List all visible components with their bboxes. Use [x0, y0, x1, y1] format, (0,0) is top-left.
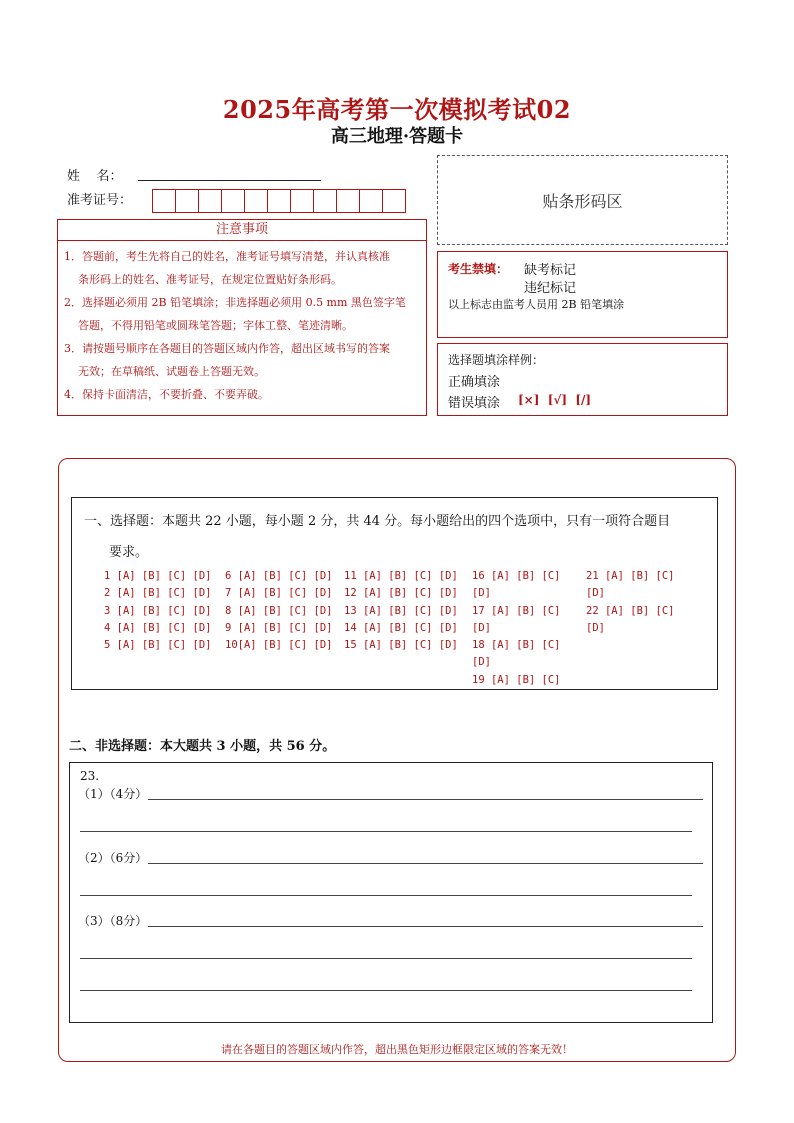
- exam-id-label: 准考证号：: [67, 193, 133, 208]
- correct-fill-label: 正确填涂: [448, 375, 501, 390]
- exam-id-digit-box[interactable]: [382, 189, 406, 213]
- sample-title: 选择题填涂样例：: [448, 353, 545, 367]
- note-line: 条形码上的姓名、准考证号，在规定位置贴好条形码。: [78, 273, 342, 286]
- choice-row[interactable]: 7 [A] [B] [C] [D]: [225, 587, 333, 600]
- barcode-area: [437, 155, 728, 245]
- note-line: 4．保持卡面清洁，不要折叠、不要弄破。: [64, 388, 269, 401]
- answer-line[interactable]: [80, 990, 692, 991]
- absent-mark-label[interactable]: 缺考标记: [524, 263, 577, 278]
- exam-id-digit-box[interactable]: [244, 189, 268, 213]
- choice-row[interactable]: 13 [A] [B] [C] [D]: [344, 604, 458, 617]
- section1-heading: 一、选择题：本题共 22 小题，每小题 2 分，共 44 分。每小题给出的四个选项中，只有一项符合题目: [84, 514, 671, 529]
- exam-id-digit-box[interactable]: [359, 189, 383, 213]
- choice-column-4: [472, 568, 561, 689]
- choice-column-2: [225, 568, 332, 654]
- wrong-fill-marks: [×] [√] [/]: [518, 393, 592, 407]
- name-label: 姓 名：: [67, 169, 123, 184]
- choice-row[interactable]: [D]: [472, 587, 491, 600]
- choice-row[interactable]: 8 [A] [B] [C] [D]: [225, 604, 333, 617]
- wrong-fill-label: 错误填涂: [448, 396, 501, 411]
- exam-id-boxes[interactable]: [152, 189, 405, 213]
- choice-row[interactable]: 19 [A] [B] [C]: [472, 673, 561, 686]
- barcode-label: 贴条形码区: [542, 191, 623, 211]
- notes-panel: [57, 241, 427, 416]
- choice-column-1: [104, 568, 211, 654]
- exam-id-digit-box[interactable]: [267, 189, 291, 213]
- choice-row[interactable]: 18 [A] [B] [C]: [472, 639, 561, 652]
- exam-id-digit-box[interactable]: [290, 189, 314, 213]
- restricted-note: 以上标志由监考人员用 2B 铅笔填涂: [448, 298, 625, 311]
- exam-id-digit-box[interactable]: [336, 189, 360, 213]
- exam-id-digit-box[interactable]: [152, 189, 176, 213]
- note-line: 无效；在草稿纸、试题卷上答题无效。: [78, 365, 265, 378]
- part-2-label: （2）（6分）: [78, 851, 148, 865]
- part-1-label: （1）（4分）: [78, 787, 148, 801]
- choice-row[interactable]: 1 [A] [B] [C] [D]: [104, 570, 212, 582]
- choice-row[interactable]: 3 [A] [B] [C] [D]: [104, 604, 212, 617]
- exam-id-digit-box[interactable]: [221, 189, 245, 213]
- answer-line[interactable]: [80, 895, 692, 896]
- choice-row[interactable]: 16 [A] [B] [C]: [472, 570, 561, 582]
- choice-row[interactable]: 2 [A] [B] [C] [D]: [104, 587, 212, 600]
- choice-row[interactable]: 9 [A] [B] [C] [D]: [225, 621, 333, 634]
- multiple-choice-section: [71, 497, 718, 690]
- exam-id-digit-box[interactable]: [198, 189, 222, 213]
- answer-line[interactable]: [148, 926, 703, 927]
- note-line: 2．选择题必须用 2B 铅笔填涂；非选择题必须用 0.5 mm 黑色签字笔: [64, 296, 406, 309]
- section2-heading: 二、非选择题：本大题共 3 小题，共 56 分。: [69, 739, 336, 754]
- note-line: 答题，不得用铅笔或圆珠笔答题；字体工整、笔迹清晰。: [78, 319, 353, 332]
- name-field[interactable]: [138, 180, 321, 181]
- footer-warning: 请在各题目的答题区域内作答，超出黑色矩形边框限定区域的答案无效！: [221, 1043, 573, 1056]
- choice-row[interactable]: 17 [A] [B] [C]: [472, 604, 561, 617]
- choice-row[interactable]: 12 [A] [B] [C] [D]: [344, 587, 458, 600]
- exam-id-digit-box[interactable]: [175, 189, 199, 213]
- choice-row[interactable]: [D]: [472, 621, 491, 634]
- choice-row[interactable]: [D]: [472, 656, 491, 669]
- violation-mark-label[interactable]: 违纪标记: [524, 281, 577, 296]
- note-line: 3．请按题号顺序在各题目的答题区域内作答，超出区域书写的答案: [64, 342, 390, 355]
- page-title: 2025年高考第一次模拟考试02: [222, 95, 572, 124]
- part-3-label: （3）（8分）: [78, 914, 148, 928]
- examinee-restricted-box: [437, 251, 728, 338]
- choice-row[interactable]: 14 [A] [B] [C] [D]: [344, 621, 458, 634]
- choice-row[interactable]: 6 [A] [B] [C] [D]: [225, 570, 333, 582]
- choice-column-5: [586, 568, 675, 637]
- page-subtitle: 高三地理·答题卡: [330, 126, 464, 147]
- question-number: 23.: [80, 769, 100, 783]
- answer-line[interactable]: [148, 799, 703, 800]
- section1-heading-cont: 要求。: [109, 545, 149, 560]
- choice-row[interactable]: 10[A] [B] [C] [D]: [225, 639, 333, 652]
- choice-row[interactable]: [D]: [586, 621, 605, 634]
- choice-row[interactable]: 22 [A] [B] [C]: [586, 604, 675, 617]
- restricted-label: 考生禁填：: [448, 262, 509, 276]
- choice-row[interactable]: 5 [A] [B] [C] [D]: [104, 639, 212, 652]
- fill-sample-box: [437, 343, 728, 416]
- question-23-answer-box: [69, 762, 713, 1023]
- choice-row[interactable]: 11 [A] [B] [C] [D]: [344, 570, 458, 582]
- choice-row[interactable]: 4 [A] [B] [C] [D]: [104, 621, 212, 634]
- choice-row[interactable]: 21 [A] [B] [C]: [586, 570, 675, 582]
- choice-column-3: [344, 568, 458, 654]
- answer-line[interactable]: [80, 958, 692, 959]
- choice-row[interactable]: [D]: [586, 587, 605, 600]
- note-line: 1．答题前，考生先将自己的姓名，准考证号填写清楚，并认真核准: [64, 250, 390, 263]
- choice-row[interactable]: 15 [A] [B] [C] [D]: [344, 639, 458, 652]
- exam-id-digit-box[interactable]: [313, 189, 337, 213]
- answer-line[interactable]: [80, 831, 692, 832]
- answer-line[interactable]: [148, 863, 703, 864]
- notes-title: 注意事项: [57, 219, 427, 241]
